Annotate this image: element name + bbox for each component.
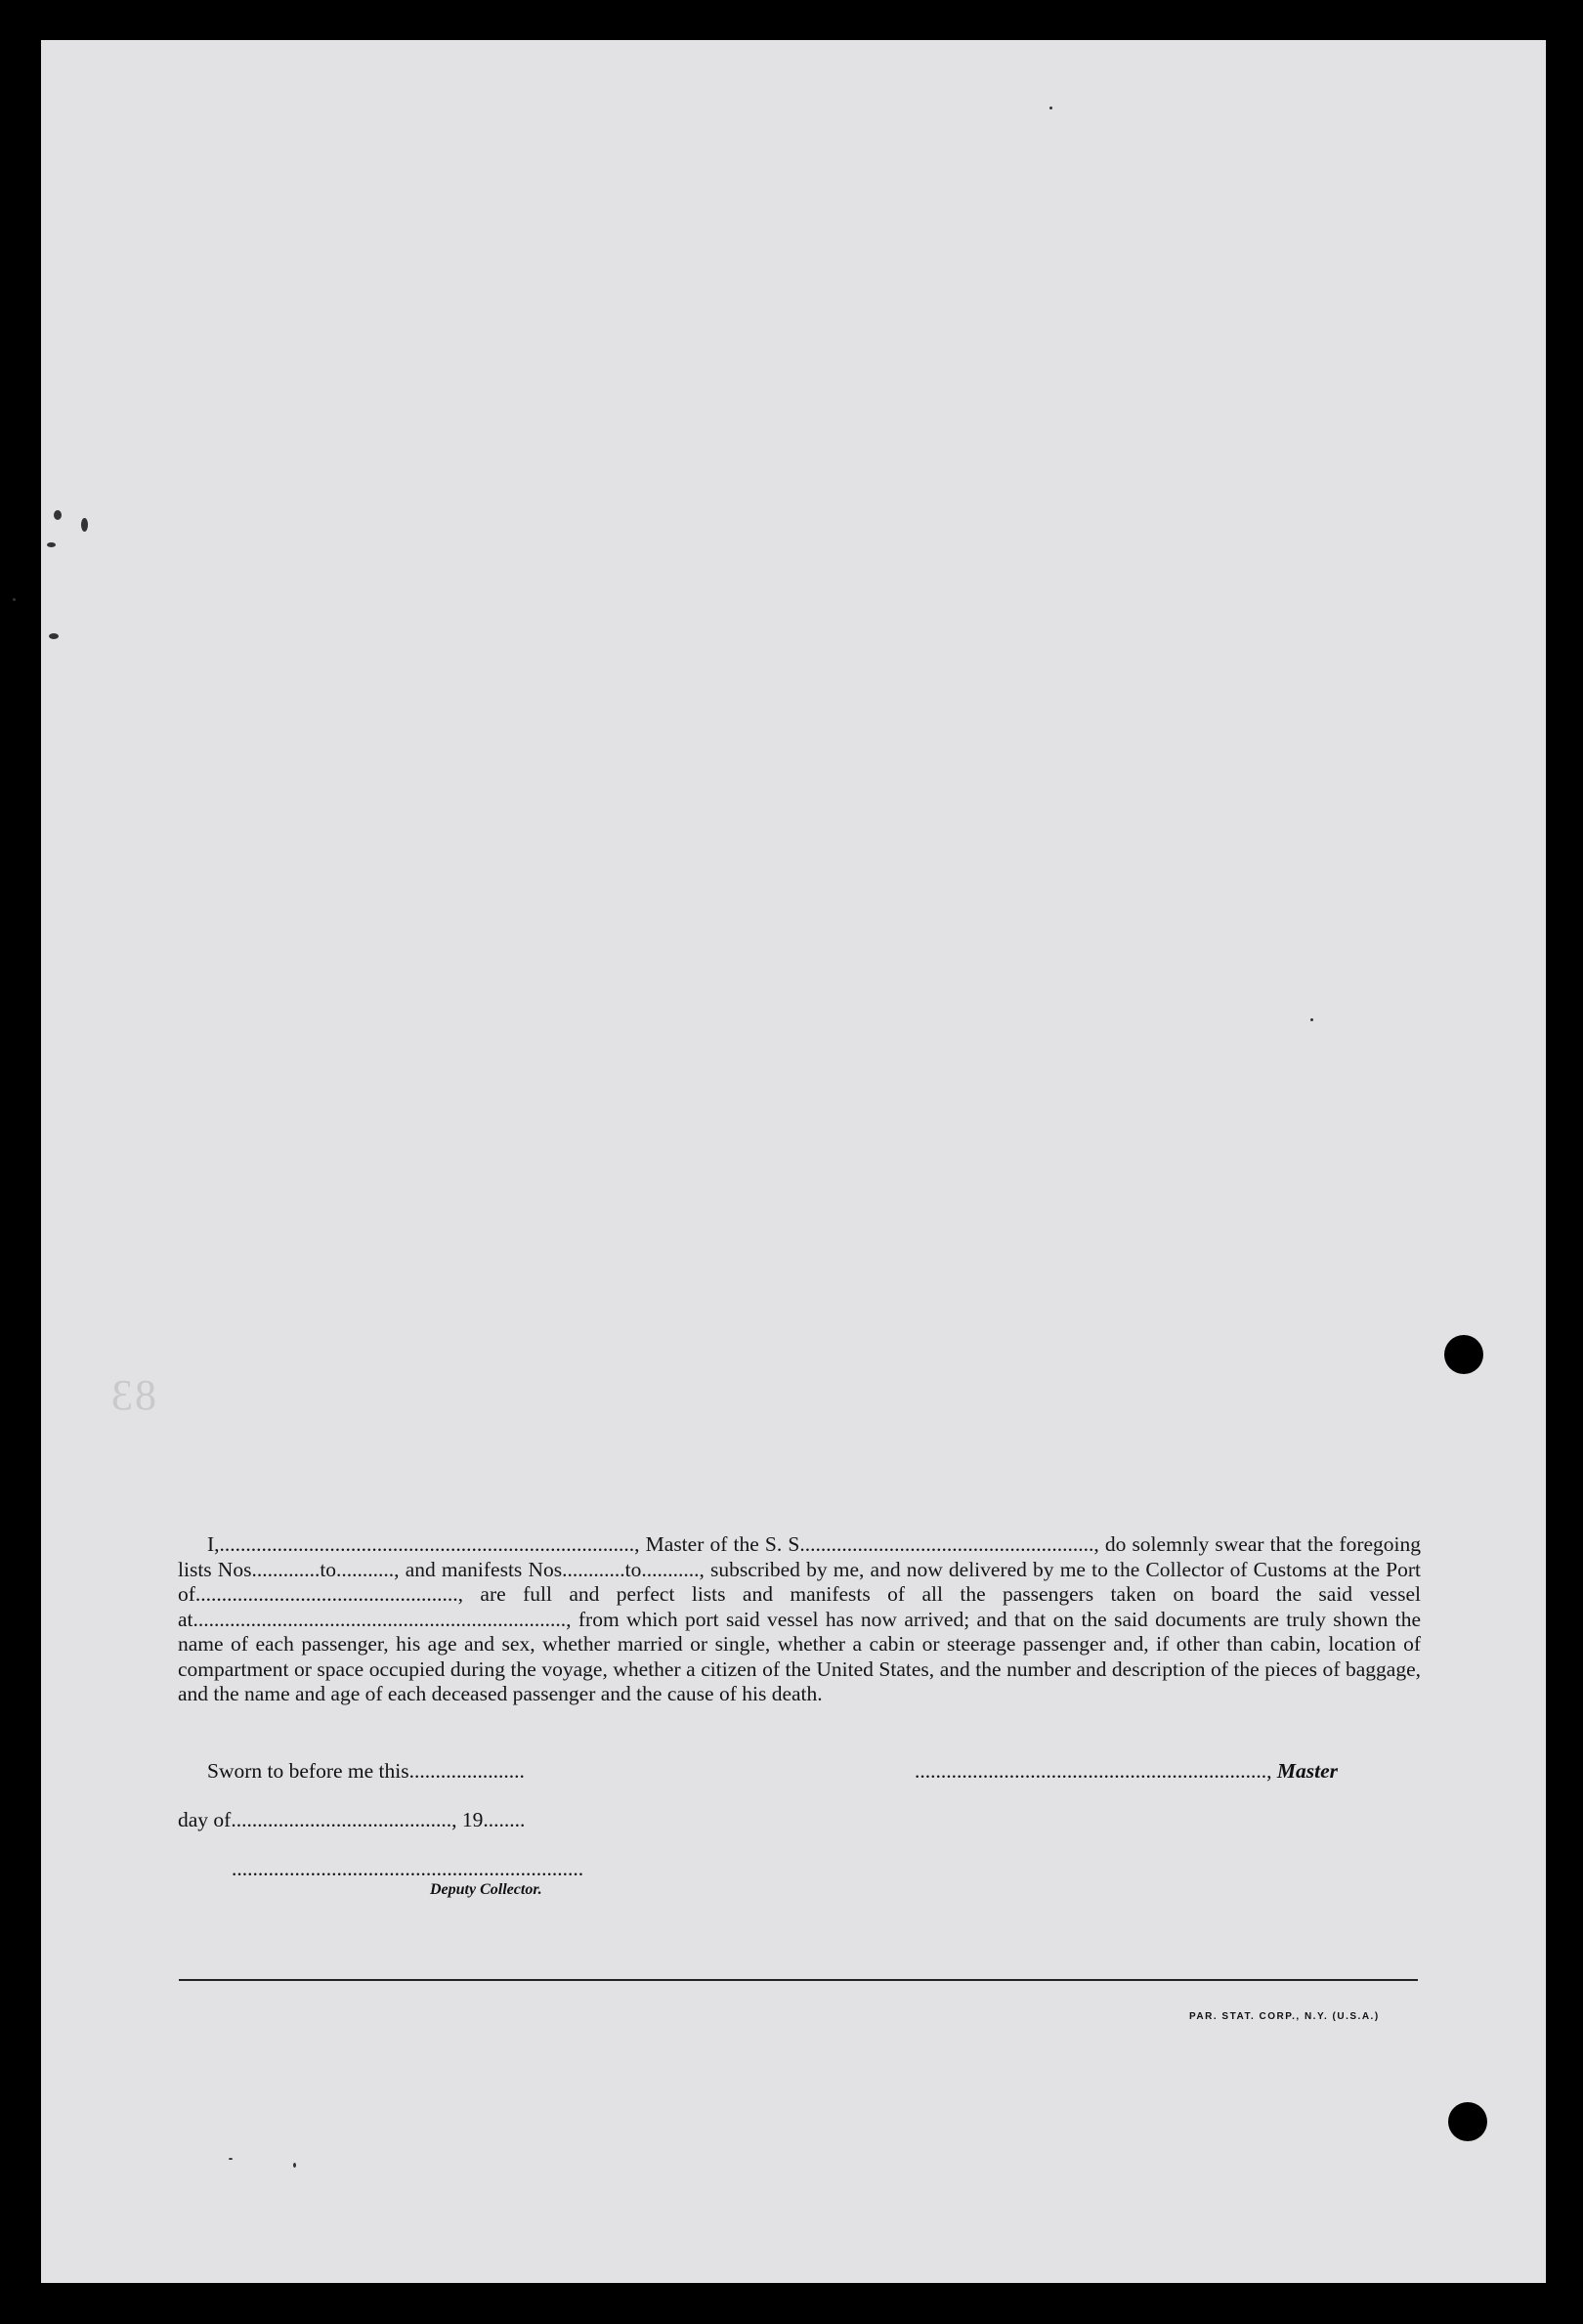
document-page xyxy=(41,40,1546,2283)
sworn-before-line: Sworn to before me this...................... xyxy=(207,1759,525,1783)
deputy-signature-dots: ................................................................... xyxy=(232,1857,584,1880)
scan-speck xyxy=(81,518,88,532)
scan-speck xyxy=(54,510,62,520)
scan-speck xyxy=(229,2158,233,2160)
deputy-collector-label: Deputy Collector. xyxy=(430,1881,542,1898)
scan-speck xyxy=(1310,1018,1313,1021)
master-signature-dots: ..................................................................., xyxy=(915,1759,1272,1783)
printer-imprint: PAR. STAT. CORP., N.Y. (U.S.A.) xyxy=(1189,2011,1380,2022)
master-label: Master xyxy=(1276,1759,1338,1783)
punch-hole-upper xyxy=(1444,1335,1483,1374)
scan-speck xyxy=(1049,107,1052,109)
punch-hole-lower xyxy=(1448,2102,1487,2141)
master-signature-line xyxy=(915,1759,1338,1784)
scan-speck xyxy=(293,2163,296,2168)
scan-speck xyxy=(13,598,16,601)
date-line: day of.........................................., 19........ xyxy=(178,1808,526,1831)
oath-text: I,..............................................................................., Master of the S. S........................................................, do solemnly swear that the foregoing lists Nos.............to..........., and manifests Nos............to..........., subscribed by me, and now delivered by me to the Collector of Customs at the Port of.................................................., are full and perfect lists and manifests of all the passengers taken on board the said vessel at......................................................................., from which port said vessel has now arrived; and that on the said documents are truly shown the name of each passenger, his age and sex, whether married or single, whether a cabin or steerage passenger and, if other than cabin, location of compartment or space occupied during the voyage, whether a citizen of the United States, and the number and description of the pieces of baggage, and the name and age of each deceased passenger and the cause of his death. xyxy=(178,1532,1421,1705)
scan-speck xyxy=(47,542,56,547)
oath-paragraph xyxy=(178,1532,1421,1707)
horizontal-rule xyxy=(179,1979,1418,1981)
scan-speck xyxy=(49,633,59,639)
faint-margin-number: 83 xyxy=(109,1371,156,1419)
